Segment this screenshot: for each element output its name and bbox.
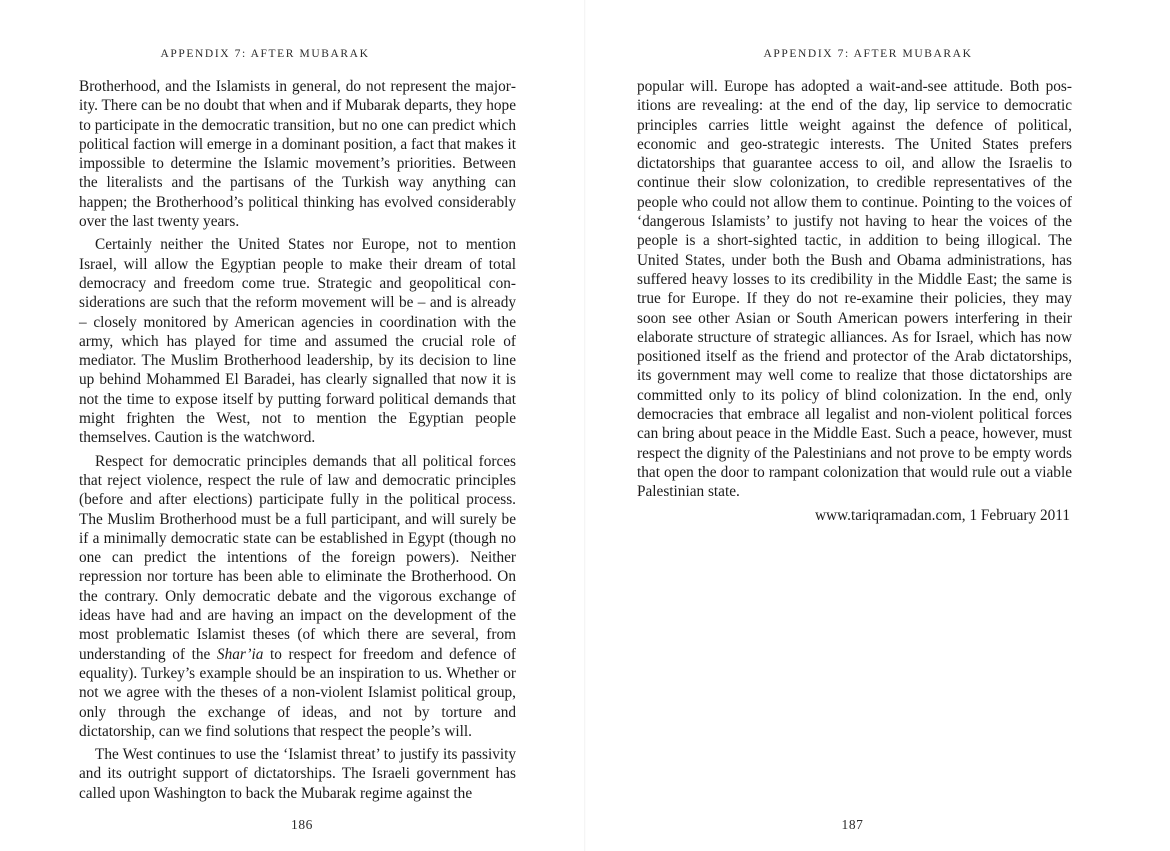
sharia-term: Shar’ia: [216, 645, 264, 663]
left-paragraph-3-part-2: to respect for freedom and defence of equality). Turkey’s example should be an inspiration to us. Whether or not we agree with the theses of a non-violent Islamist political group, only through the exchange of ideas, and not by torture and dictatorship, can we find solutions that respect the people’s will.: [79, 645, 517, 740]
left-paragraph-1: Brotherhood, and the Islamists in general, do not represent the majority. There can be no doubt that when and if Mubarak departs, they hope to participate in the democratic transition, but no one can predict which political faction will emerge in a dominant position, a fact that makes it impossible to determine the Islamic movement’s priorities. Between the literalists and the partisans of the Turkish way anything can happen; the Brotherhood’s political thinking has evolved considerably over the last twenty years.: [79, 78, 516, 231]
left-paragraph-2: Certainly neither the United States nor Europe, not to mention Israel, will allow the Egyptian people to make their dream of total democracy and freedom come true. Strategic and geopolitical considerations are such that the reform movement will be – and is already – closely monitored by American agencies in coordination with the army, which has played for time and assumed the crucial role of mediator. The Muslim Brotherhood leadership, by its decision to line up behind Mohammed El Baradei, has clearly signalled that now it is not the time to expose itself by putting forward political demands that might frighten the West, not to mention the Egyptian people themselves. Caution is the watchword.: [79, 236, 516, 447]
source-signature: www.tariqramadan.com, 1 February 2011: [814, 506, 1070, 524]
right-page: [585, 0, 1170, 851]
left-paragraph-4: The West continues to use the ‘Islamist threat’ to justify its passivity and its outright support of dictatorships. The Israeli government has called upon Washington to back the Mubarak regime against the: [79, 746, 516, 802]
right-paragraph-1: popular will. Europe has adopted a wait-and-see attitude. Both positions are revealing: at the end of the day, lip service to democratic principles carries little weight against the defence of political, economic and geo-strategic interests. The United States prefers dictatorships that guarantee access to oil, and allow the Israelis to continue their slow colonization, to credible representatives of the people who could not allow them to continue. Pointing to the voices of ‘dangerous Islamists’ to justify not having to hear the voices of the people is a short-sighted tactic, in addition to being illogical. The United States, under both the Bush and Obama administrations, has suffered heavy losses to its credibility in the Middle East; the same is true for Europe. If they do not re-examine their policies, they may soon see other Asian or South American powers interfering in their elaborate structure of strategic alliances. As for Israel, which has now positioned itself as the friend and protector of the Arab dictatorships, its government may well come to realize that those dictatorships are committed only to its policy of blind colonization. In the end, only democracies that embrace all legalist and non-violent political forces can bring about peace in the Middle East. Such a peace, however, must respect the dignity of the Palestinians and not prove to be empty words that open the door to rampant colonization that would rule out a viable Palestinian state.: [637, 78, 1072, 501]
page-number-left: 186: [290, 817, 314, 832]
left-page-body: [79, 77, 516, 803]
page-number-right: 187: [841, 817, 864, 832]
left-paragraph-3-part-1: Respect for democratic principles demands that all political forces that reject violence, respect the rule of law and democratic principles (before and after elections) participate fully in the political process. The Muslim Brotherhood must be a full participant, and will surely be if a minimally democratic state can be established in Egypt (though no one can predict the intentions of the foreign powers). Neither repression nor torture has been able to eliminate the Brotherhood. On the contrary. Only democratic debate and the vigorous exchange of ideas have had and are having an impact on the development of the most problematic Islamist theses (of which there are several, from understanding of the: [79, 452, 516, 663]
running-head-left: APPENDIX 7: AFTER MUBARAK: [160, 48, 370, 60]
right-page-body: [637, 77, 1072, 525]
left-paragraph-3: [79, 452, 516, 741]
running-head-right: APPENDIX 7: AFTER MUBARAK: [763, 48, 973, 60]
